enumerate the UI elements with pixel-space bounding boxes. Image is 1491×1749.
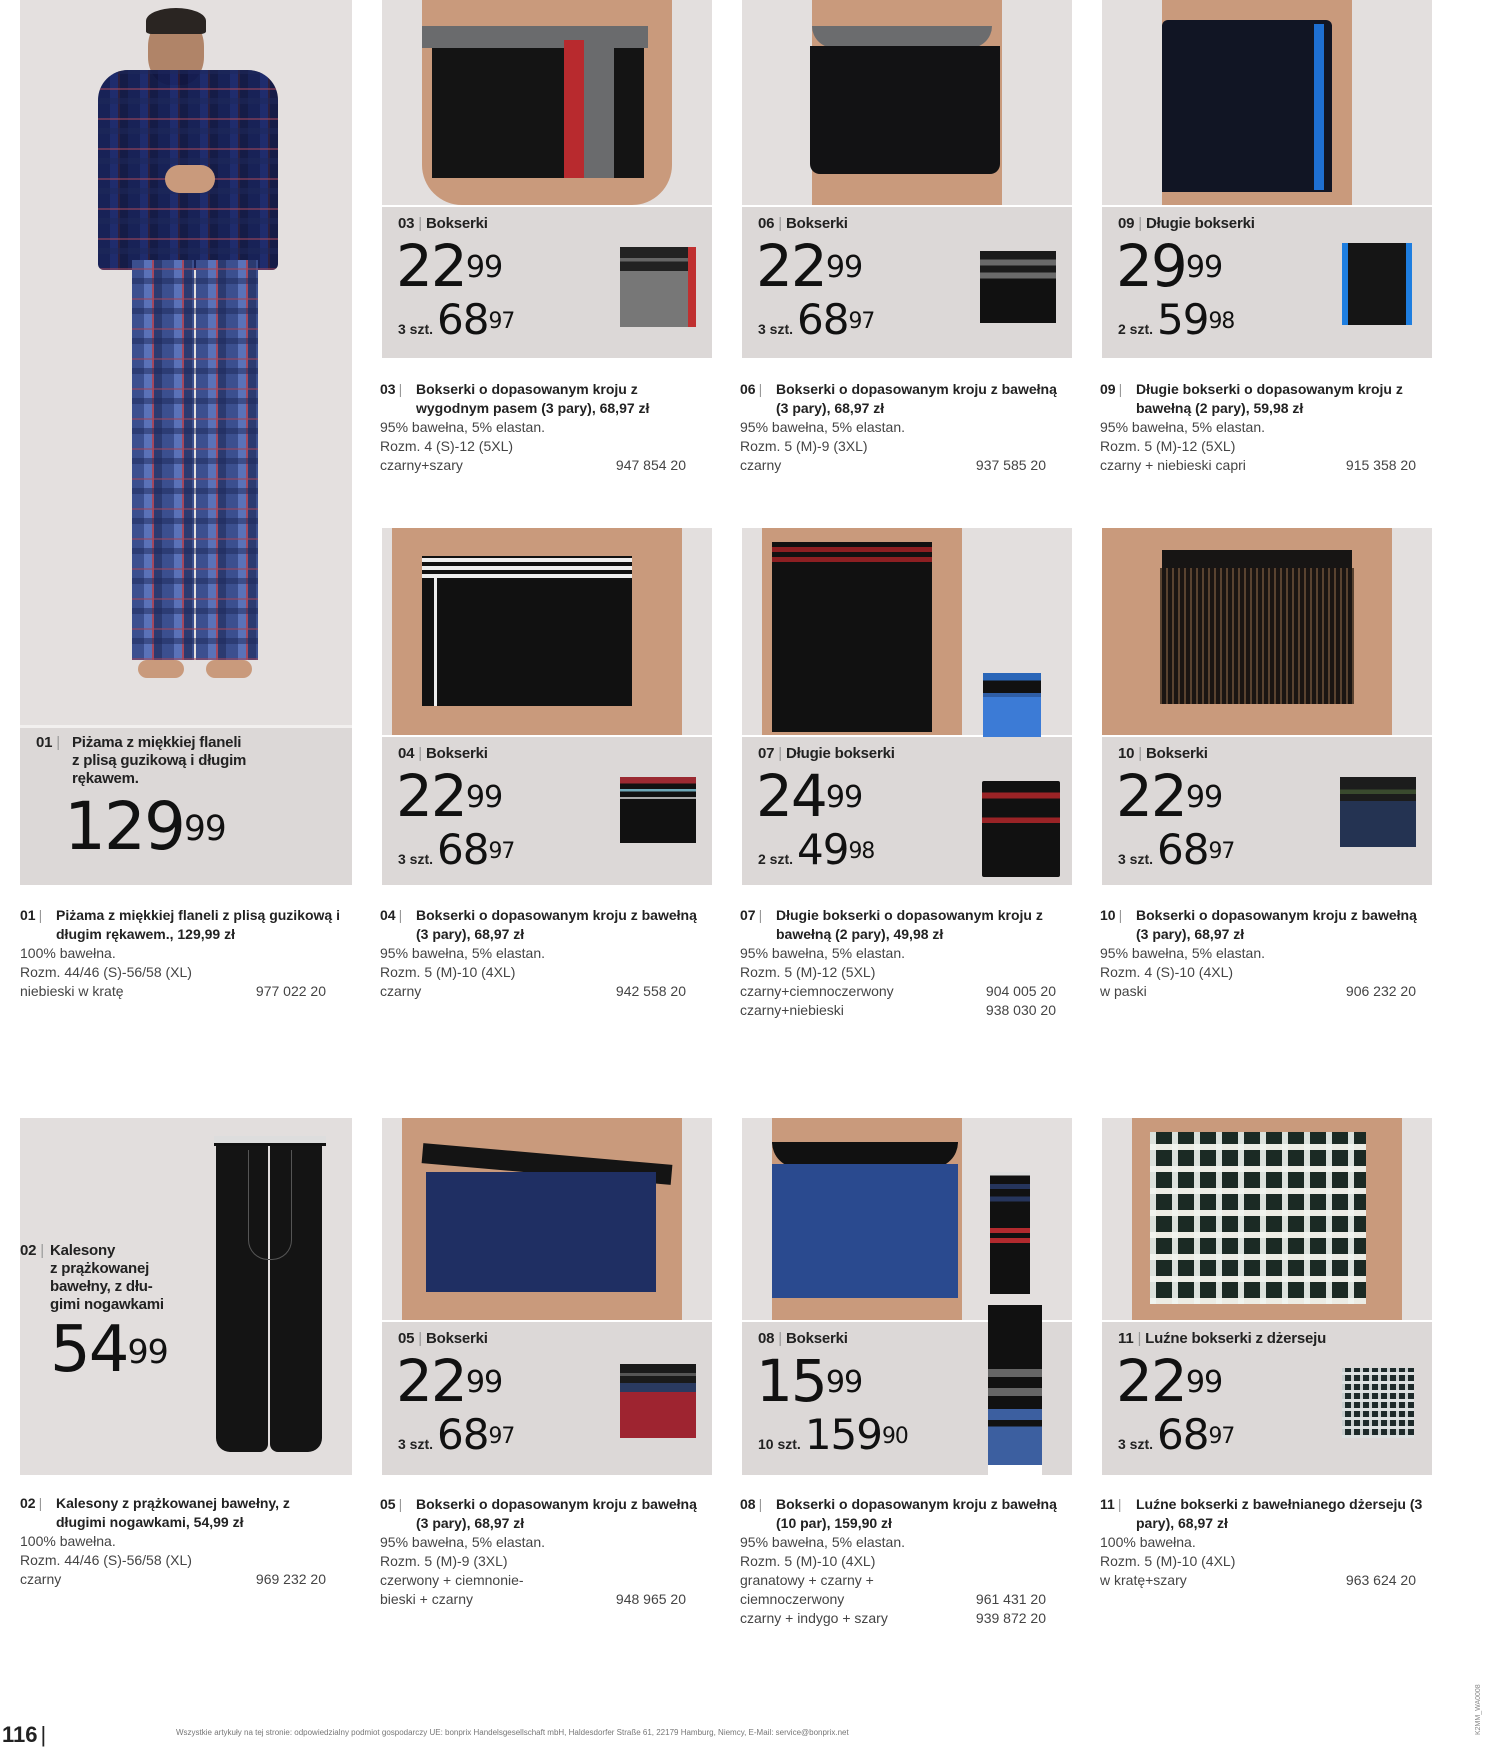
material-05: 95% bawełna, 5% elastan. <box>380 1534 545 1550</box>
desc-title-10: 10 | Bokserki o dopasowanym kroju z bawełną (3 pary), 68,97 zł <box>1100 907 1417 942</box>
price-box-06 <box>742 207 1072 358</box>
product-image-06[interactable] <box>742 0 1072 205</box>
box-title-05: 05 | Bokserki <box>398 1330 488 1347</box>
multipack-price-09: 2 $szt.59^{98}$ <box>1118 295 1235 344</box>
pack-thumbnail-06 <box>980 251 1056 323</box>
page-number: 116 | <box>2 1722 47 1747</box>
description-11 <box>1100 1495 1430 1590</box>
variant-row: czarny+niebieski 938 030 20 <box>740 1002 1056 1018</box>
price-box-08-tail <box>1042 1322 1072 1475</box>
price-06: $22^{99}$ <box>756 232 863 300</box>
box-title-04: 04 | Bokserki <box>398 745 488 762</box>
variant-color-line: granatowy + czarny + <box>740 1572 874 1588</box>
price-02: $54^{99}$ <box>50 1313 168 1387</box>
price-box-03 <box>382 207 712 358</box>
price-box-07 <box>742 737 1072 885</box>
pack-thumbnail-10 <box>1340 777 1416 847</box>
variant-row: czarny 942 558 20 <box>380 983 686 999</box>
model-hands <box>165 165 215 193</box>
pack-thumbnail-11 <box>1342 1368 1414 1438</box>
boxer-body <box>426 1172 656 1292</box>
multipack-price-03: 3 $szt.68^{97}$ <box>398 295 515 344</box>
price-10: $22^{99}$ <box>1116 762 1223 830</box>
description-01 <box>20 906 340 1001</box>
sizes-11: Rozm. 5 (M)-10 (4XL) <box>1100 1553 1236 1569</box>
description-06 <box>740 380 1060 475</box>
price-box-04 <box>382 737 712 885</box>
description-02 <box>20 1494 340 1589</box>
catalog-code: K2MM_WA0008 <box>1475 1684 1482 1735</box>
description-08 <box>740 1495 1060 1628</box>
fly-seam <box>248 1150 292 1260</box>
box-title-01: 01 | Piżama z miękkiej flaneli z plisą guzikową i długim rękawem. <box>36 734 247 787</box>
price-08: $15^{99}$ <box>756 1347 863 1415</box>
box-title-08: 08 | Bokserki <box>758 1330 848 1347</box>
pack-thumbnail-08-top <box>990 1172 1030 1294</box>
sku: 977 022 20 <box>255 983 326 999</box>
box-title-11: 11 | Luźne bokserki z dżerseju <box>1118 1330 1327 1347</box>
material-06: 95% bawełna, 5% elastan. <box>740 419 905 435</box>
material-08: 95% bawełna, 5% elastan. <box>740 1534 905 1550</box>
pack-thumbnail-08-bottom <box>988 1305 1042 1465</box>
sizes-05: Rozm. 5 (M)-9 (3XL) <box>380 1553 508 1569</box>
variant-row: czarny + niebieski capri 915 358 20 <box>1100 457 1416 473</box>
variant-row: czarny+ciemnoczerwony 904 005 20 <box>740 983 1056 999</box>
boxer-body <box>1160 568 1354 704</box>
material-07: 95% bawełna, 5% elastan. <box>740 945 905 961</box>
variant-row: ciemnoczerwony 961 431 20 <box>740 1591 1046 1607</box>
material-09: 95% bawełna, 5% elastan. <box>1100 419 1265 435</box>
product-image-long-johns[interactable] <box>210 1136 330 1456</box>
desc-title-08: 08 | Bokserki o dopasowanym kroju z bawełną (10 par), 159,90 zł <box>740 1496 1057 1531</box>
product-image-03[interactable] <box>382 0 712 205</box>
sizes-10: Rozm. 4 (S)-10 (4XL) <box>1100 964 1234 980</box>
multipack-price-10: 3 $szt.68^{97}$ <box>1118 825 1235 874</box>
waistband <box>772 542 932 562</box>
variant-row: bieski + czarny 948 965 20 <box>380 1591 686 1607</box>
material-10: 95% bawełna, 5% elastan. <box>1100 945 1265 961</box>
desc-title-06: 06 | Bokserki o dopasowanym kroju z bawełną (3 pary), 68,97 zł <box>740 381 1057 416</box>
multipack-price-08: 10 szt.159$^{90}$ <box>758 1410 908 1459</box>
sizes-07: Rozm. 5 (M)-12 (5XL) <box>740 964 876 980</box>
box-title-02: 02 | Kalesony z prążkowanej bawełny, z dłu- gimi nogawkami <box>20 1242 164 1313</box>
sizes-02: Rozm. 44/46 (S)-56/58 (XL) <box>20 1552 192 1568</box>
red-stripe <box>564 40 584 178</box>
description-05 <box>380 1495 700 1609</box>
price-05: $22^{99}$ <box>396 1347 503 1415</box>
boxer-body <box>1162 20 1332 192</box>
product-panel-02[interactable] <box>20 1118 352 1475</box>
desc-title-05: 05 | Bokserki o dopasowanym kroju z bawełną (3 pary), 68,97 zł <box>380 1496 697 1531</box>
price-09: $29^{99}$ <box>1116 232 1223 300</box>
variant-row: czarny 937 585 20 <box>740 457 1046 473</box>
variant-row: niebieski w kratę 977 022 20 <box>20 983 326 999</box>
multipack-price-11: 3 $szt.68^{97}$ <box>1118 1410 1235 1459</box>
price-07: $24^{99}$ <box>756 762 863 830</box>
multipack-price-05: 3 $szt.68^{97}$ <box>398 1410 515 1459</box>
pack-thumbnail-05 <box>620 1364 696 1438</box>
material-01: 100% bawełna. <box>20 945 116 961</box>
product-image-11[interactable] <box>1102 1118 1432 1320</box>
sizes-01: Rozm. 44/46 (S)-56/58 (XL) <box>20 964 192 980</box>
sizes-08: Rozm. 5 (M)-10 (4XL) <box>740 1553 876 1569</box>
desc-title-04: 04 | Bokserki o dopasowanym kroju z bawełną (3 pary), 68,97 zł <box>380 907 697 942</box>
price-01: $129^{99}$ <box>64 788 226 865</box>
desc-title-11: 11 | Luźne bokserki z bawełnianego dżerseju (3 pary), 68,97 zł <box>1100 1496 1423 1531</box>
description-10 <box>1100 906 1430 1001</box>
boxer-body <box>422 578 632 706</box>
pack-thumbnail-03 <box>620 247 696 327</box>
variant-row: czarny 969 232 20 <box>20 1571 326 1587</box>
grey-stripe <box>584 40 614 178</box>
boxer-body <box>772 1164 958 1298</box>
material-02: 100% bawełna. <box>20 1533 116 1549</box>
variant-row: w kratę+szary 963 624 20 <box>1100 1572 1416 1588</box>
desc-title-02: 02 | Kalesony z prążkowanej bawełny, z długimi nogawkami, 54,99 zł <box>20 1495 290 1530</box>
product-image-05[interactable] <box>382 1118 712 1320</box>
model-feet-right <box>206 660 252 678</box>
blue-stripe <box>1314 24 1324 190</box>
product-image-09[interactable] <box>1102 0 1432 205</box>
sizes-03: Rozm. 4 (S)-12 (5XL) <box>380 438 514 454</box>
pack-thumbnail-09 <box>1342 243 1412 325</box>
model-hair <box>146 8 206 34</box>
sizes-09: Rozm. 5 (M)-12 (5XL) <box>1100 438 1236 454</box>
price-box-10 <box>1102 737 1432 885</box>
boxer-body <box>1150 1132 1366 1304</box>
white-piping <box>434 578 437 706</box>
description-04 <box>380 906 700 1001</box>
product-image-pajamas[interactable] <box>20 0 352 725</box>
product-image-04[interactable] <box>382 528 712 735</box>
description-03 <box>380 380 700 475</box>
multipack-price-06: 3 $szt.68^{97}$ <box>758 295 875 344</box>
description-07 <box>740 906 1070 1020</box>
pack-thumbnail-04 <box>620 777 696 843</box>
price-11: $22^{99}$ <box>1116 1347 1223 1415</box>
price-03: $22^{99}$ <box>396 232 503 300</box>
multipack-price-07: 2 $szt.49^{98}$ <box>758 825 875 874</box>
material-03: 95% bawełna, 5% elastan. <box>380 419 545 435</box>
variant-row: w paski 906 232 20 <box>1100 983 1416 999</box>
desc-title-09: 09 | Długie bokserki o dopasowanym kroju z bawełną (2 pary), 59,98 zł <box>1100 381 1403 416</box>
model-feet-left <box>138 660 184 678</box>
sizes-04: Rozm. 5 (M)-10 (4XL) <box>380 964 516 980</box>
material-11: 100% bawełna. <box>1100 1534 1196 1550</box>
boxer-body <box>772 562 932 732</box>
box-title-07: 07 | Długie bokserki <box>758 745 895 762</box>
pajama-trousers-plaid <box>132 260 258 660</box>
desc-title-01: 01 | Piżama z miękkiej flaneli z plisą guzikową i długim rękawem., 129,99 zł <box>20 907 340 942</box>
box-title-10: 10 | Bokserki <box>1118 745 1208 762</box>
price-box-09 <box>1102 207 1432 358</box>
legal-footer: Wszystkie artykuły na tej stronie: odpowiedzialny podmiot gospodarczy UE: bonprix Handelsgesellschaft mbH, Haldesdorfer Straße 61, 22179 Hamburg, Niemcy, E-Mail: service@bonprix.net <box>176 1728 849 1737</box>
box-title-09: 09 | Długie bokserki <box>1118 215 1255 232</box>
description-09 <box>1100 380 1430 475</box>
product-image-10[interactable] <box>1102 528 1432 735</box>
waistband <box>422 556 632 578</box>
price-04: $22^{99}$ <box>396 762 503 830</box>
variant-row: czarny + indygo + szary 939 872 20 <box>740 1610 1046 1626</box>
waistband <box>214 1136 326 1146</box>
material-04: 95% bawełna, 5% elastan. <box>380 945 545 961</box>
waistband <box>422 26 648 48</box>
price-box-11 <box>1102 1322 1432 1475</box>
price-box-05 <box>382 1322 712 1475</box>
boxer-body <box>810 46 1000 174</box>
variant-row: czarny+szary 947 854 20 <box>380 457 686 473</box>
waistband <box>812 26 992 48</box>
desc-title-03: 03 | Bokserki o dopasowanym kroju z wygodnym pasem (3 pary), 68,97 zł <box>380 381 650 416</box>
multipack-price-04: 3 $szt.68^{97}$ <box>398 825 515 874</box>
variant-color-line: czerwony + ciemnonie- <box>380 1572 524 1588</box>
box-title-03: 03 | Bokserki <box>398 215 488 232</box>
pack-thumbnail-07-red <box>982 781 1060 877</box>
box-title-06: 06 | Bokserki <box>758 215 848 232</box>
sizes-06: Rozm. 5 (M)-9 (3XL) <box>740 438 868 454</box>
price-box-01 <box>20 728 352 885</box>
desc-title-07: 07 | Długie bokserki o dopasowanym kroju z bawełną (2 pary), 49,98 zł <box>740 907 1043 942</box>
product-panel-01[interactable] <box>20 0 352 885</box>
price-box-08 <box>742 1322 988 1475</box>
waistband <box>1162 550 1352 568</box>
